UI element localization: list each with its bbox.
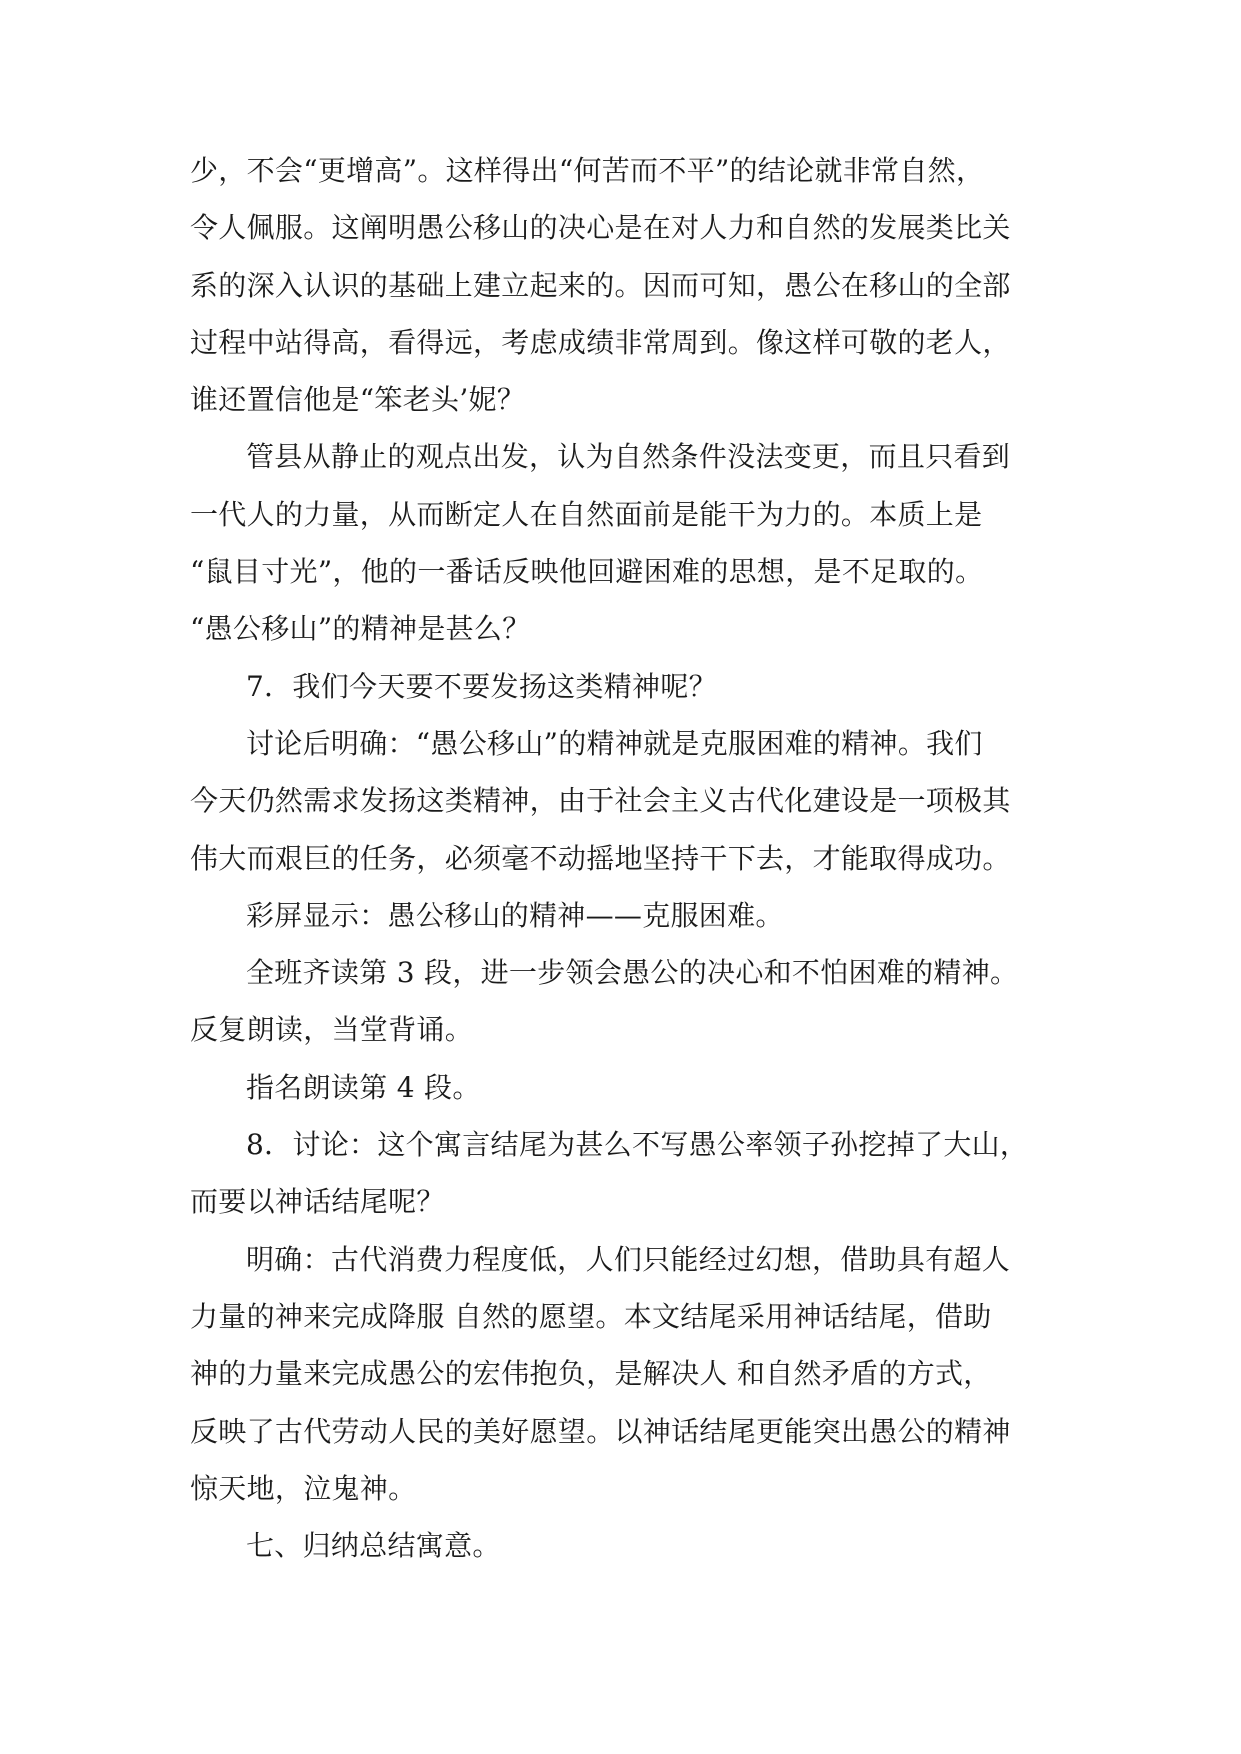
text-line: 伟大而艰巨的任务，必须毫不动摇地坚持干下去，才能取得成功。	[190, 841, 1011, 875]
text-line: 指名朗读第 4 段。	[246, 1070, 481, 1104]
text-line: 今天仍然需求发扬这类精神，由于社会主义古代化建设是一项极其	[190, 784, 1011, 818]
body-text	[190, 142, 1070, 1574]
text-line: 明确：古代消费力程度低，人们只能经过幻想，借助具有超人	[246, 1242, 1011, 1276]
text-line: 反复朗读，当堂背诵。	[190, 1013, 474, 1047]
text-line: 令人佩服。这阐明愚公移山的决心是在对人力和自然的发展类比关	[190, 211, 1011, 245]
text-line: 谁还置信他是“笨老头’妮？	[190, 383, 526, 417]
text-line: 8．讨论：这个寓言结尾为甚么不写愚公率领子孙挖掉了大山，	[246, 1128, 1029, 1162]
text-line: 力量的神来完成降服 自然的愿望。本文结尾采用神话结尾，借助	[190, 1299, 992, 1333]
text-line: 而要以神话结尾呢？	[190, 1185, 445, 1219]
text-line: 7．我们今天要不要发扬这类精神呢？	[246, 669, 717, 703]
text-line: 神的力量来完成愚公的宏伟抱负，是解决人 和自然矛盾的方式，	[190, 1357, 992, 1391]
text-line: 系的深入认识的基础上建立起来的。因而可知，愚公在移山的全部	[190, 268, 1011, 302]
text-line: 反映了古代劳动人民的美好愿望。以神话结尾更能突出愚公的精神	[190, 1414, 1011, 1448]
text-line: “鼠目寸光”，他的一番话反映他回避困难的思想，是不足取的。	[190, 555, 984, 589]
text-line: 管县从静止的观点出发，认为自然条件没法变更，而且只看到	[246, 440, 1011, 474]
text-line: “愚公移山”的精神是甚么？	[190, 612, 531, 646]
text-line: 少，不会“更增高”。这样得出“何苦而不平”的结论就非常自然，	[190, 154, 985, 187]
text-line: 惊天地，泣鬼神。	[190, 1471, 417, 1505]
text-line: 一代人的力量，从而断定人在自然面前是能干为力的。本质上是	[190, 497, 983, 531]
text-line: 彩屏显示：愚公移山的精神——克服困难。	[246, 898, 784, 932]
text-line: 全班齐读第 3 段，进一步领会愚公的决心和不怕困难的精神。	[246, 956, 1019, 990]
text-line: 过程中站得高，看得远，考虑成绩非常周到。像这样可敬的老人，	[190, 325, 1011, 359]
text-line: 讨论后明确：“愚公移山”的精神就是克服困难的精神。我们	[246, 726, 983, 760]
section-heading: 七、归纳总结寓意。	[246, 1529, 501, 1563]
